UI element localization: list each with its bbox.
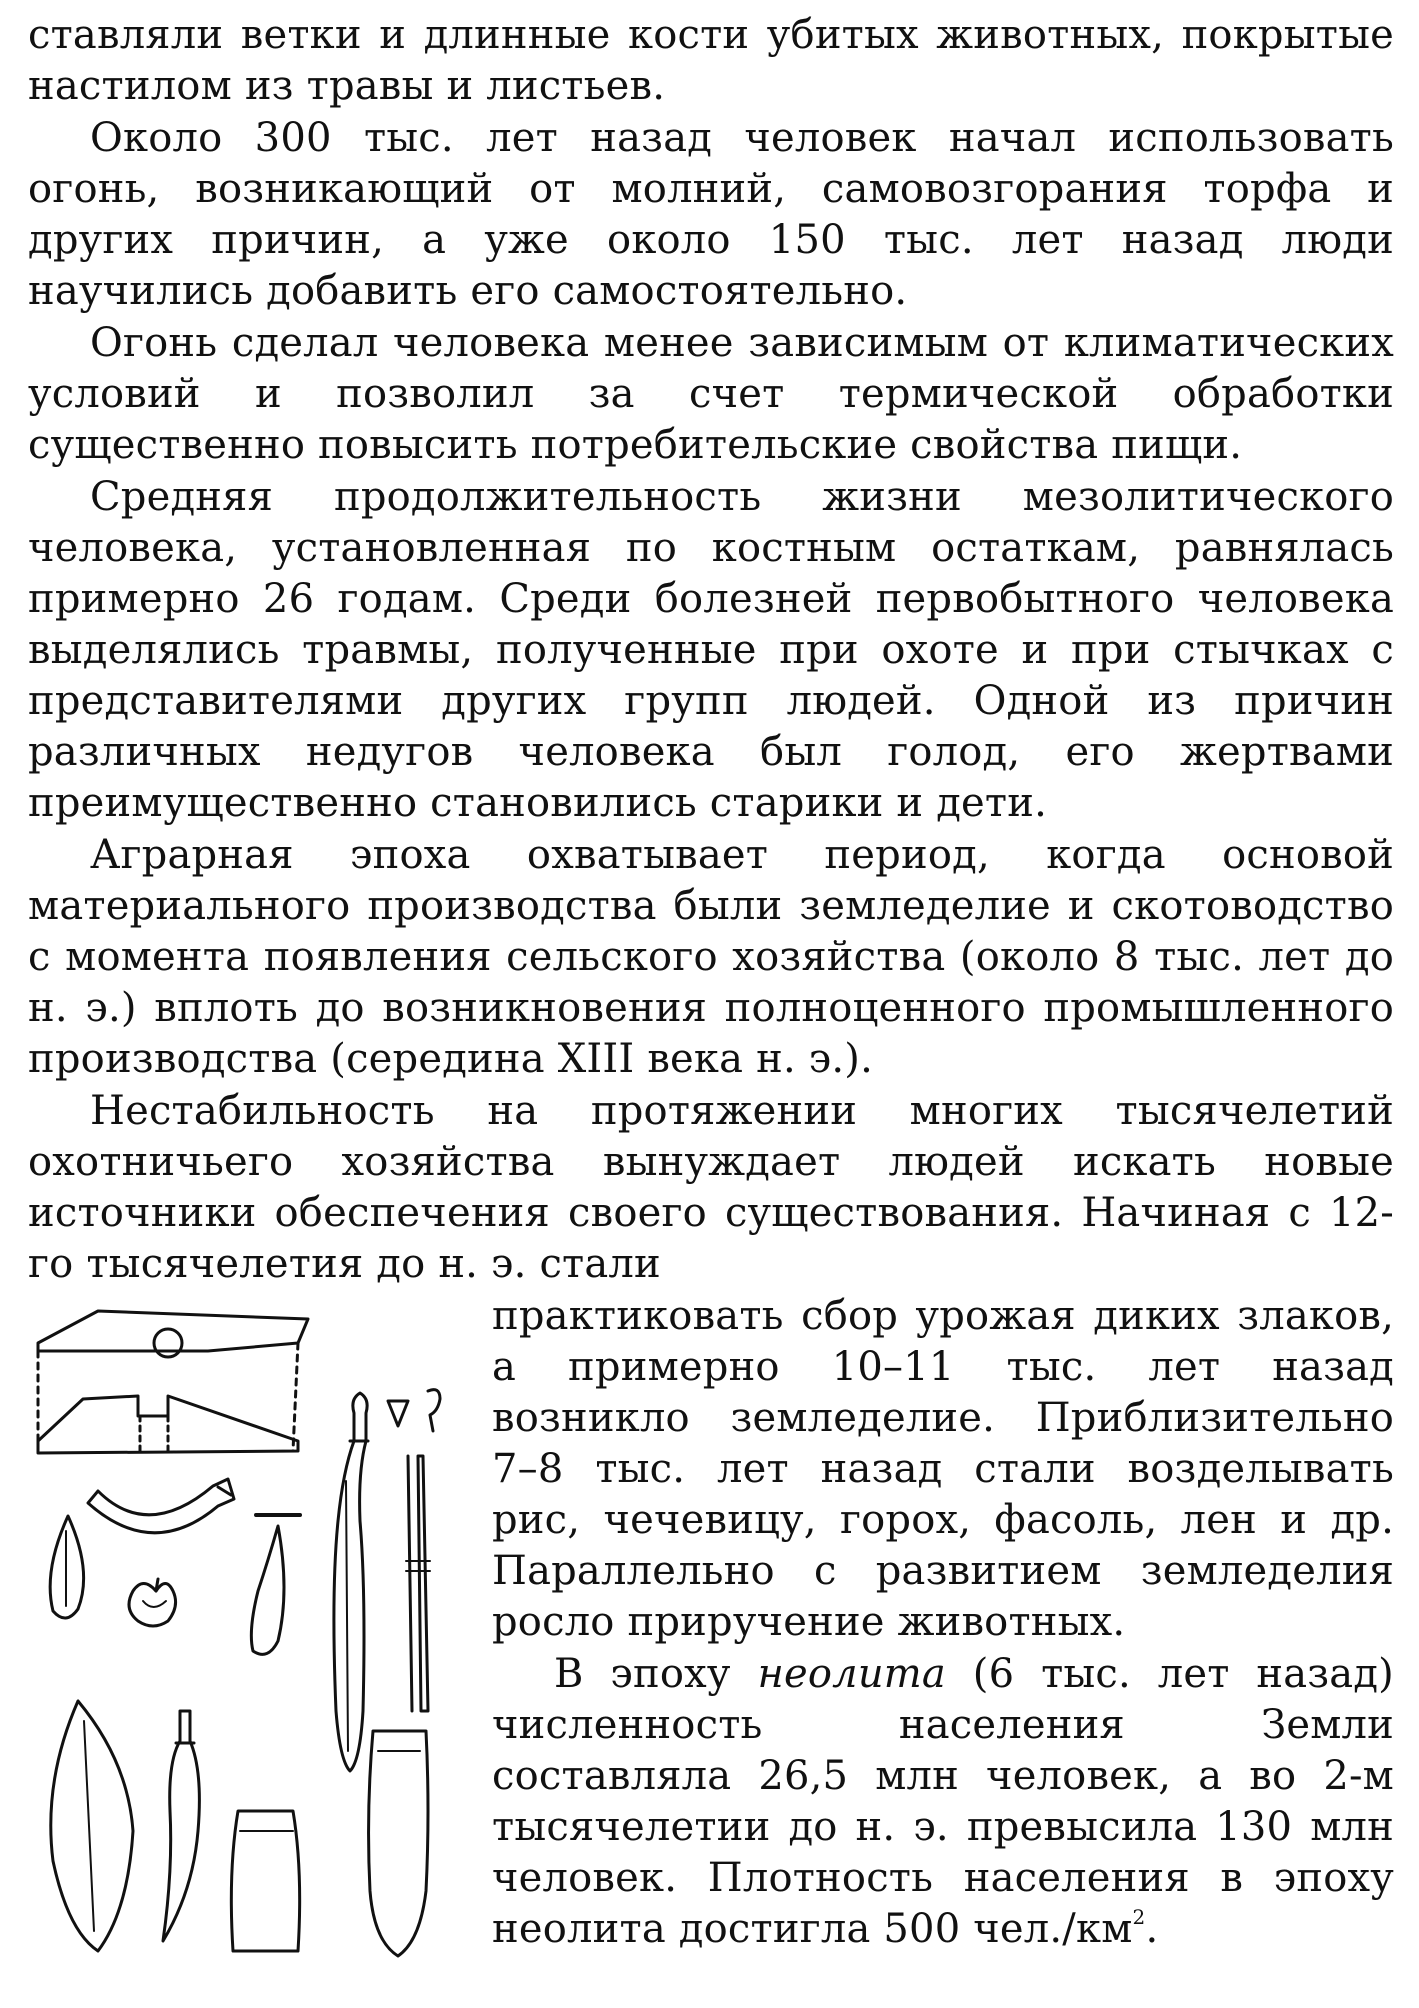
ancient-tools-figure xyxy=(28,1291,468,1991)
square-superscript: 2 xyxy=(1132,1905,1146,1929)
neolithic-text-end: . xyxy=(1145,1906,1159,1952)
neolithic-term: неолита xyxy=(757,1651,946,1697)
neolithic-text-body: (6 тыс. лет назад) численность населения Земли составляла 26,5 млн человек, а во 2-м тысячелетии до н. э. превысила 130 млн человек. Плотность населения в эпоху неолита достигла 500 чел./км xyxy=(492,1651,1394,1952)
paragraph-lifespan: Средняя продолжительность жизни мезолитического человека, установленная по костным остаткам, равнялась примерно 26 годам. Среди болезней первобытного человека выделялись травмы, полученные при охоте и при стычках с представителями других групп людей. Одной из причин различных недугов человека был голод, его жертвами преимущественно становились старики и дети. xyxy=(28,474,1394,826)
paragraph-instability: Нестабильность на протяжении многих тысячелетий охотничьего хозяйства вынуждает людей искать новые источники обеспечения своего существования. Начиная с 12-го тысячелетия до н. э. стали xyxy=(28,1088,1394,1287)
ancient-tools-icon xyxy=(28,1291,468,1991)
paragraph-agriculture-origin: практиковать сбор урожая диких злаков, а примерно 10–11 тыс. лет назад возникло земледелие. Приблизительно 7–8 тыс. лет назад стали возделывать рис, чечевицу, горох, фасоль, лен и др. Параллельно с развитием земледелия росло приручение животных. xyxy=(492,1293,1394,1645)
neolithic-text-start: В эпоху xyxy=(554,1651,758,1697)
paragraph-fire: Около 300 тыс. лет назад человек начал использовать огонь, возникающий от молний, самовозгорания торфа и других причин, а уже около 150 тыс. лет назад люди научились добавить его самостоятельно. xyxy=(28,115,1394,314)
paragraph-fire-effects: Огонь сделал человека менее зависимым от климатических условий и позволил за счет термической обработки существенно повысить потребительские свойства пищи. xyxy=(28,320,1394,468)
book-page xyxy=(28,10,1394,1991)
paragraph-shelter: ставляли ветки и длинные кости убитых животных, покрытые настилом из травы и листьев. xyxy=(28,12,1394,109)
paragraph-agrarian-era: Аграрная эпоха охватывает период, когда основой материального производства были земледелие и скотоводство с момента появления сельского хозяйства (около 8 тыс. лет до н. э.) вплоть до возникновения полноценного промышленного производства (середина XIII века н. э.). xyxy=(28,832,1394,1082)
